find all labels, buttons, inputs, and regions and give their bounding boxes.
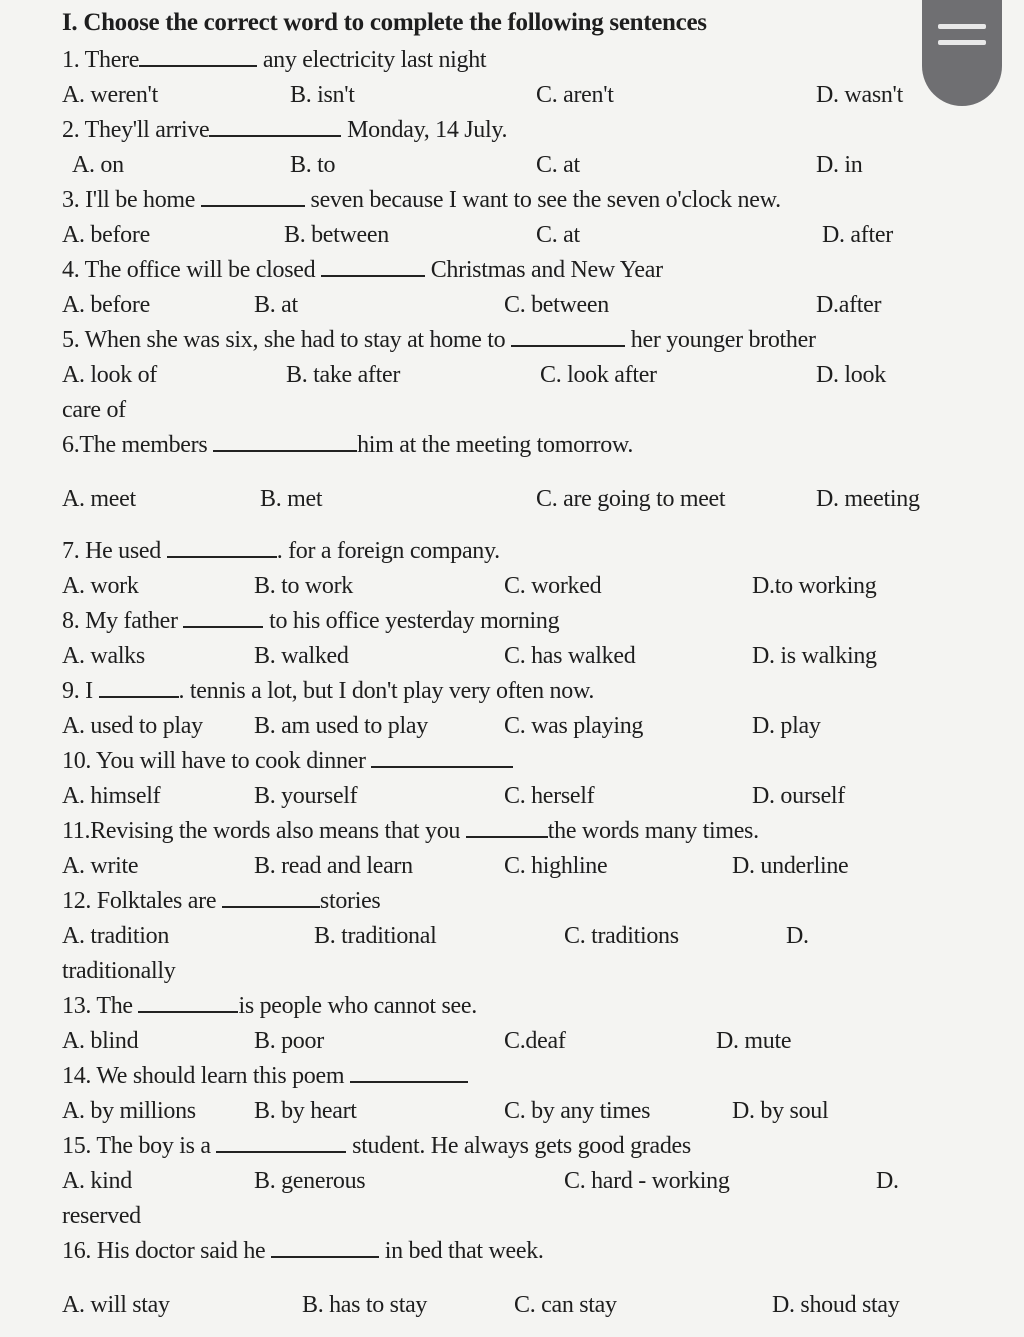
question-9: 9. I . tennis a lot, but I don't play very often now.	[62, 678, 595, 704]
question-13: 13. The is people who cannot see.	[62, 993, 477, 1019]
q3-option-a: A. before	[62, 222, 150, 248]
q13-option-c: C.deaf	[504, 1028, 566, 1054]
question-15: 15. The boy is a student. He always gets good grades	[62, 1133, 691, 1159]
q15-option-b: B. generous	[254, 1168, 366, 1194]
q7-option-b: B. to work	[254, 573, 354, 599]
q6-option-c: C. are going to meet	[536, 486, 726, 512]
question-16: 16. His doctor said he in bed that week.	[62, 1238, 544, 1264]
q11-option-a: A. write	[62, 853, 139, 879]
q4-option-b: B. at	[254, 292, 298, 318]
question-4: 4. The office will be closed Christmas and New Year	[62, 257, 663, 283]
q3-option-d: D. after	[822, 222, 893, 248]
q13-option-b: B. poor	[254, 1028, 324, 1054]
q15-option-d-wrap: reserved	[62, 1203, 141, 1229]
q3-option-b: B. between	[284, 222, 389, 248]
q10-option-b: B. yourself	[254, 783, 358, 809]
q14-option-d: D. by soul	[732, 1098, 829, 1124]
q14-option-b: B. by heart	[254, 1098, 357, 1124]
question-8: 8. My father to his office yesterday morning	[62, 608, 560, 634]
q13-option-d: D. mute	[716, 1028, 792, 1054]
menu-button[interactable]	[922, 0, 1002, 106]
q8-option-a: A. walks	[62, 643, 145, 669]
question-7: 7. He used . for a foreign company.	[62, 538, 500, 564]
q7-option-d: D.to working	[752, 573, 877, 599]
q15-option-a: A. kind	[62, 1168, 132, 1194]
q6-option-a: A. meet	[62, 486, 136, 512]
q2-option-c: C. at	[536, 152, 580, 178]
q15-option-c: C. hard - working	[564, 1168, 730, 1194]
q13-option-a: A. blind	[62, 1028, 139, 1054]
question-6: 6.The members him at the meeting tomorrow.	[62, 432, 634, 458]
q7-option-c: C. worked	[504, 573, 602, 599]
q12-option-d-wrap: traditionally	[62, 958, 176, 984]
q12-option-c: C. traditions	[564, 923, 679, 949]
q7-option-a: A. work	[62, 573, 139, 599]
q6-option-b: B. met	[260, 486, 323, 512]
question-11: 11.Revising the words also means that you the words many times.	[62, 818, 759, 844]
worksheet-heading: I. Choose the correct word to complete the following sentences	[62, 9, 707, 36]
q5-option-a: A. look of	[62, 362, 157, 388]
q5-option-d: D. look	[816, 362, 886, 388]
q12-option-d: D.	[786, 923, 809, 949]
q16-option-c: C. can stay	[514, 1292, 617, 1318]
q9-option-d: D. play	[752, 713, 821, 739]
q15-option-d: D.	[876, 1168, 899, 1194]
question-3: 3. I'll be home seven because I want to see the seven o'clock new.	[62, 187, 781, 213]
q11-option-c: C. highline	[504, 853, 608, 879]
q10-option-c: C. herself	[504, 783, 595, 809]
q14-option-a: A. by millions	[62, 1098, 196, 1124]
q16-option-a: A. will stay	[62, 1292, 170, 1318]
question-10: 10. You will have to cook dinner	[62, 746, 513, 776]
q10-option-a: A. himself	[62, 783, 161, 809]
q4-option-d: D.after	[816, 292, 882, 318]
q9-option-c: C. was playing	[504, 713, 644, 739]
q1-option-a: A. weren't	[62, 82, 158, 108]
q5-option-c: C. look after	[540, 362, 657, 388]
q9-option-a: A. used to play	[62, 713, 203, 739]
q8-option-c: C. has walked	[504, 643, 636, 669]
q1-option-c: C. aren't	[536, 82, 614, 108]
q10-option-d: D. ourself	[752, 783, 845, 809]
q12-option-b: B. traditional	[314, 923, 437, 949]
question-5: 5. When she was six, she had to stay at home to her younger brother	[62, 327, 816, 353]
q9-option-b: B. am used to play	[254, 713, 428, 739]
q14-option-c: C. by any times	[504, 1098, 651, 1124]
q3-option-c: C. at	[536, 222, 580, 248]
q2-option-b: B. to	[290, 152, 336, 178]
q11-option-d: D. underline	[732, 853, 849, 879]
q16-option-b: B. has to stay	[302, 1292, 428, 1318]
q1-option-d: D. wasn't	[816, 82, 903, 108]
q5-option-b: B. take after	[286, 362, 401, 388]
q2-option-d: D. in	[816, 152, 863, 178]
q6-option-d: D. meeting	[816, 486, 920, 512]
question-2: 2. They'll arrive Monday, 14 July.	[62, 117, 508, 143]
q8-option-d: D. is walking	[752, 643, 877, 669]
q2-option-a: A. on	[72, 152, 124, 178]
q8-option-b: B. walked	[254, 643, 349, 669]
q4-option-a: A. before	[62, 292, 150, 318]
question-1: 1. There any electricity last night	[62, 47, 487, 73]
q12-option-a: A. tradition	[62, 923, 170, 949]
q11-option-b: B. read and learn	[254, 853, 413, 879]
q5-option-d-wrap: care of	[62, 397, 126, 423]
question-12: 12. Folktales are stories	[62, 888, 381, 914]
q4-option-c: C. between	[504, 292, 609, 318]
q1-option-b: B. isn't	[290, 82, 355, 108]
q16-option-d: D. shoud stay	[772, 1292, 900, 1318]
question-14: 14. We should learn this poem	[62, 1061, 468, 1091]
